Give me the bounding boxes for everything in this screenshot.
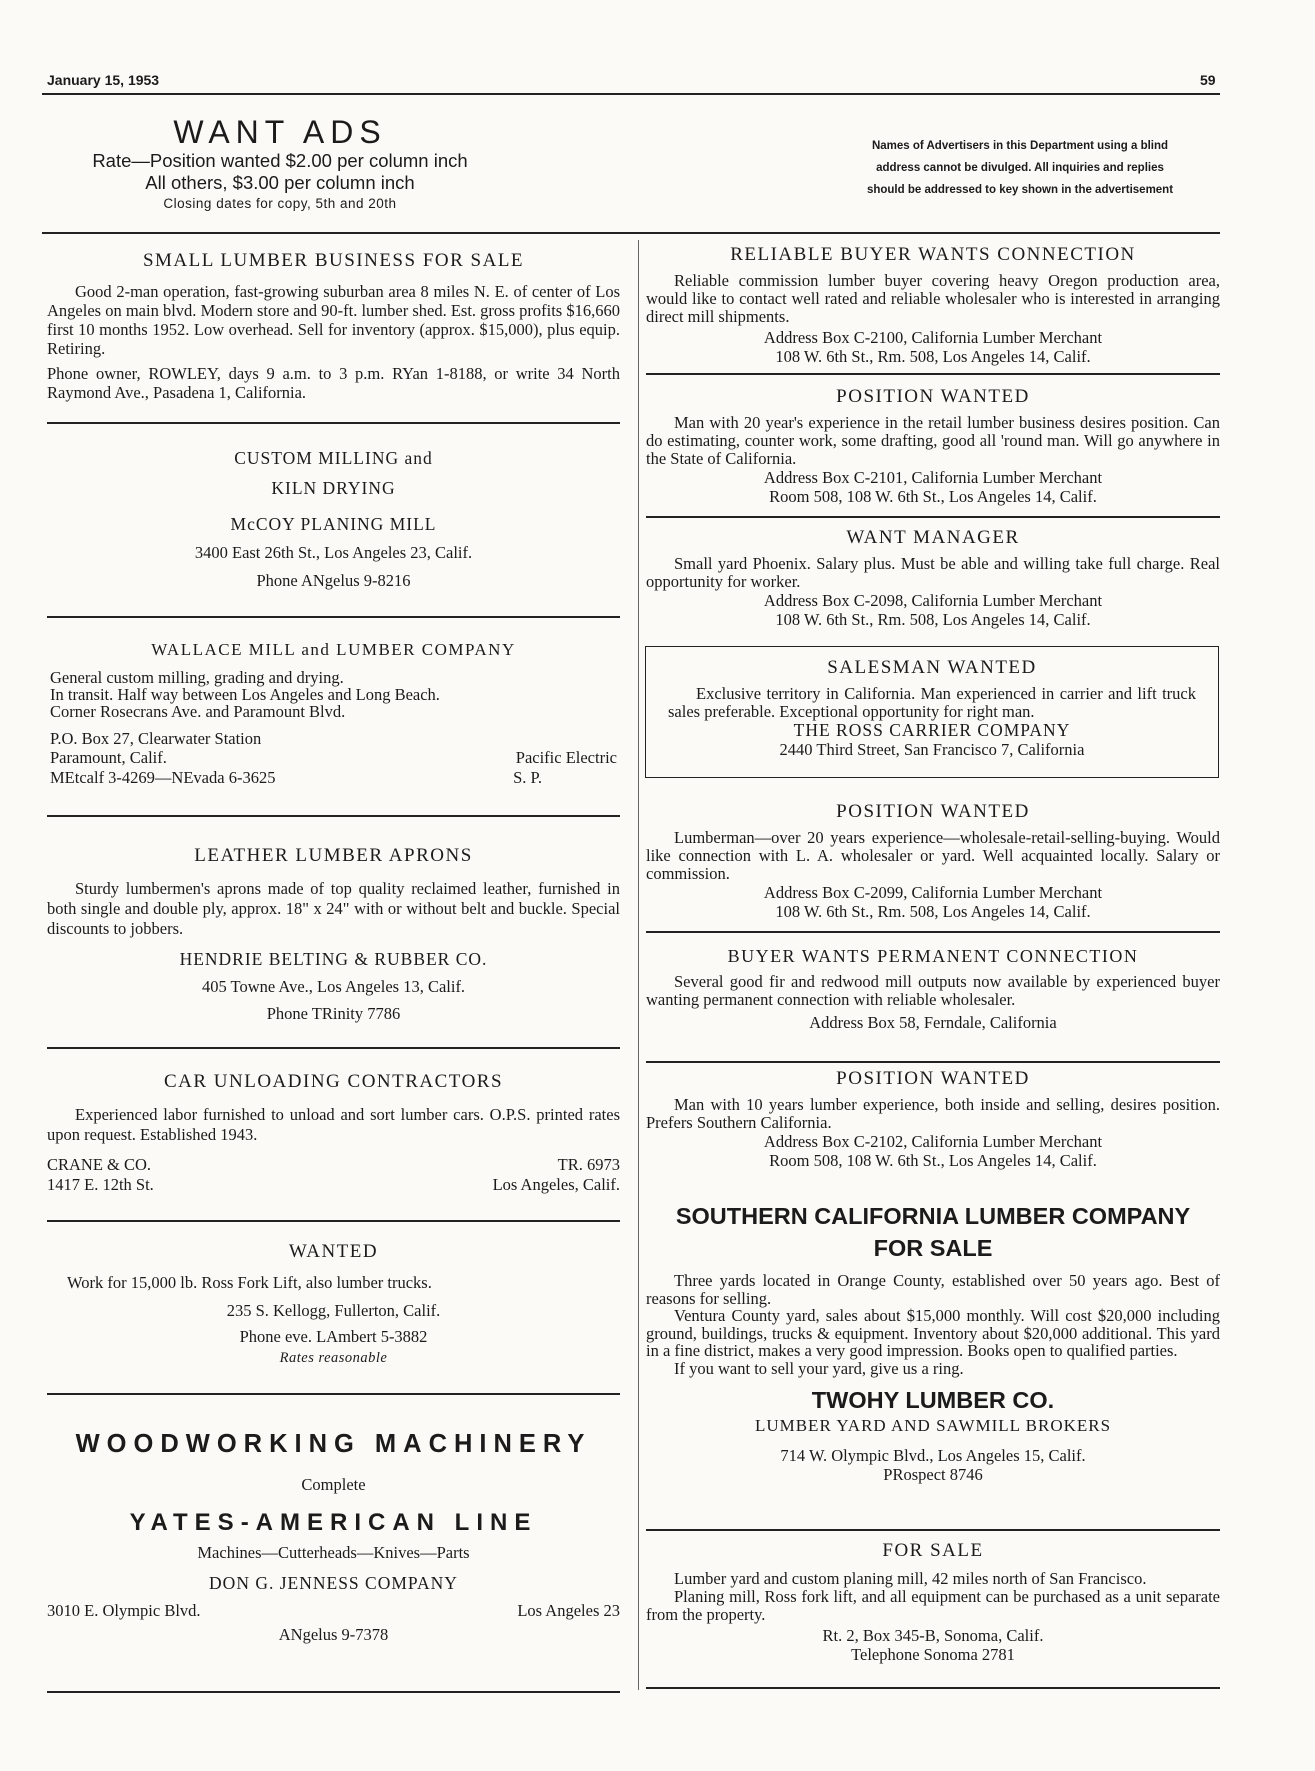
company-address: 3010 E. Olympic Blvd. [47, 1601, 201, 1620]
ad-subtitle: FOR SALE [873, 1235, 993, 1261]
ad-divider [47, 1220, 620, 1222]
box-address: Address Box 58, Ferndale, California [809, 1013, 1057, 1032]
company-city: Los Angeles 23 [517, 1601, 620, 1620]
ad-line: General custom milling, grading and drying. [50, 668, 344, 687]
masthead [50, 114, 510, 214]
ad-title: POSITION WANTED [836, 386, 1030, 407]
street-address: 108 W. 6th St., Rm. 508, Los Angeles 14, Calif. [775, 347, 1091, 366]
ad-body: Work for 15,000 lb. Ross Fork Lift, also lumber trucks. [67, 1273, 432, 1292]
ad-title: SOUTHERN CALIFORNIA LUMBER COMPANY [675, 1203, 1191, 1229]
company-name: HENDRIE BELTING & RUBBER CO. [179, 949, 488, 969]
company-address: 1417 E. 12th St. [47, 1175, 154, 1194]
street-address: Room 508, 108 W. 6th St., Los Angeles 14, Calif. [769, 1151, 1097, 1170]
masthead-rule [42, 232, 1220, 234]
ad-southern-california-lumber [646, 1202, 1220, 1484]
ad-divider [646, 1687, 1220, 1689]
company-phone: PRospect 8746 [883, 1465, 983, 1484]
ad-title-line-2: KILN DRYING [271, 478, 396, 498]
ad-title: WALLACE MILL and LUMBER COMPANY [151, 640, 516, 659]
ad-line: In transit. Half way between Los Angeles and Long Beach. [50, 685, 440, 704]
ad-paragraph-3: If you want to sell your yard, give us a ring. [674, 1358, 964, 1378]
ad-body: Experienced labor furnished to unload and sort lumber cars. O.P.S. printed rates upon request. Established 1943. [47, 1105, 620, 1144]
notice-line-3: should be addressed to key shown in the advertisement [866, 184, 1174, 196]
ad-divider [646, 931, 1220, 933]
box-address: Address Box C-2101, California Lumber Merchant [763, 468, 1103, 487]
product-line: YATES-AMERICAN LINE [129, 1509, 538, 1536]
ad-position-wanted-1 [646, 386, 1220, 506]
ad-body: Man with 10 years lumber experience, both inside and selling, desires position. Prefers Southern California. [646, 1095, 1220, 1132]
ad-divider [646, 1529, 1220, 1531]
ad-divider [47, 616, 620, 618]
ad-divider [47, 1393, 620, 1395]
ad-car-unloading [47, 1071, 620, 1195]
ad-divider [47, 422, 620, 424]
ad-title: SMALL LUMBER BUSINESS FOR SALE [142, 250, 525, 271]
ad-body: Small yard Phoenix. Salary plus. Must be able and willing take full charge. Real opportunity for worker. [646, 554, 1220, 591]
po-box: P.O. Box 27, Clearwater Station [50, 729, 262, 748]
company-address: 3400 East 26th St., Los Angeles 23, Calif. [194, 543, 473, 562]
product-items: Machines—Cutterheads—Knives—Parts [197, 1543, 470, 1562]
ad-divider [646, 516, 1220, 518]
ad-woodworking-machinery [47, 1430, 620, 1645]
ad-title: WANTED [288, 1241, 379, 1262]
ad-small-lumber-business [47, 250, 620, 402]
ad-title-line-1: CUSTOM MILLING and [234, 448, 433, 468]
box-address: Address Box C-2102, California Lumber Merchant [763, 1132, 1103, 1151]
company-name: DON G. JENNESS COMPANY [209, 1573, 458, 1593]
ad-line: Corner Rosecrans Ave. and Paramount Blvd. [50, 702, 346, 721]
ad-paragraph-1: Lumber yard and custom planing mill, 42 miles north of San Francisco. [674, 1569, 1147, 1588]
ad-title: SALESMAN WANTED [827, 657, 1037, 678]
city: Paramount, Calif. [50, 748, 167, 767]
ad-buyer-connection [646, 946, 1220, 1032]
ad-want-manager [646, 527, 1220, 629]
rate-line-1: Rate—Position wanted $2.00 per column inch [92, 150, 468, 171]
ad-title: WOODWORKING MACHINERY [75, 1430, 592, 1458]
ad-body: Good 2-man operation, fast-growing suburban area 8 miles N. E. of center of Los Angeles on main blvd. Modern store and 90-ft. lumber shed. Est. gross profits $16,660 first 10 months 1952. Low overhead. Sell for inventory (approx. $15,000), plus equip. Retiring. [47, 282, 620, 358]
company-address: 714 W. Olympic Blvd., Los Angeles 15, Calif. [780, 1446, 1086, 1465]
ad-leather-aprons [47, 845, 620, 1024]
company-address: 405 Towne Ave., Los Angeles 13, Calif. [201, 977, 466, 996]
ad-contact: Phone owner, ROWLEY, days 9 a.m. to 3 p.m. RYan 1-8188, or write 34 North Raymond Ave., Pasadena 1, California. [47, 364, 620, 402]
ad-paragraph-2: Planing mill, Ross fork lift, and all equipment can be purchased as a unit separate from the property. [646, 1587, 1220, 1624]
ad-body: Reliable commission lumber buyer covering heavy Oregon production area, would like to contact well rated and reliable wholesaler who is interested in arranging direct mill shipments. [646, 271, 1220, 326]
ad-divider [646, 1061, 1220, 1063]
ad-divider [47, 1047, 620, 1049]
company-address: 2440 Third Street, San Francisco 7, California [779, 740, 1085, 759]
railway: Pacific Electric [515, 748, 617, 767]
company-phone: ANgelus 9-7378 [278, 1625, 389, 1644]
box-address: Address Box C-2099, California Lumber Merchant [763, 883, 1103, 902]
ad-wanted [47, 1241, 620, 1367]
ad-paragraph-1: Three yards located in Orange County, established over 50 years ago. Best of reasons for selling. [646, 1271, 1220, 1308]
ad-position-wanted-3 [646, 1068, 1220, 1170]
phone: MEtcalf 3-4269—NEvada 6-3625 [50, 768, 276, 787]
company-phone: Phone ANgelus 9-8216 [256, 571, 411, 590]
ad-title: RELIABLE BUYER WANTS CONNECTION [730, 244, 1136, 265]
ad-paragraph-2: Ventura County yard, sales about $15,000 monthly. Will cost $20,000 including ground, buildings, trucks & equipment. Inventory about $20,000 additional. This yard in a fine district, makes a very good impression. Books open to qualified parties. [646, 1306, 1220, 1360]
ad-for-sale [646, 1540, 1220, 1664]
ad-title: WANT MANAGER [846, 527, 1020, 548]
ad-reliable-buyer [646, 244, 1220, 366]
ad-note: Rates reasonable [279, 1350, 388, 1366]
ad-title: LEATHER LUMBER APRONS [194, 845, 473, 866]
ad-divider [47, 815, 620, 817]
ad-body: Lumberman—over 20 years experience—wholesale-retail-selling-buying. Would like connection with L. A. wholesaler or yard. Well acquainted locally. Salary or commission. [646, 828, 1220, 883]
company-subtitle: LUMBER YARD AND SAWMILL BROKERS [754, 1416, 1112, 1435]
ad-title: CAR UNLOADING CONTRACTORS [163, 1071, 504, 1092]
closing-dates: Closing dates for copy, 5th and 20th [163, 196, 397, 211]
street-address: 108 W. 6th St., Rm. 508, Los Angeles 14, Calif. [775, 902, 1091, 921]
notice-line-2: address cannot be divulged. All inquiries and replies [876, 162, 1164, 174]
ad-divider [646, 373, 1220, 375]
ad-body: Exclusive territory in California. Man experienced in carrier and lift truck sales preferable. Exceptional opportunity for right man. [668, 684, 1196, 721]
ad-subtitle: Complete [301, 1475, 366, 1494]
ad-salesman-wanted [645, 646, 1219, 778]
company-phone: Phone TRinity 7786 [266, 1004, 401, 1023]
street-address: 108 W. 6th St., Rm. 508, Los Angeles 14, Calif. [775, 610, 1091, 629]
ad-phone: Telephone Sonoma 2781 [851, 1645, 1015, 1664]
ad-position-wanted-2 [646, 801, 1220, 921]
company-city: Los Angeles, Calif. [492, 1175, 620, 1194]
railway-2: S. P. [513, 768, 542, 787]
issue-date: January 15, 1953 [47, 72, 160, 88]
ad-phone: Phone eve. LAmbert 5-3882 [239, 1327, 428, 1346]
box-address: Address Box C-2100, California Lumber Merchant [763, 328, 1103, 347]
ad-body: Sturdy lumbermen's aprons made of top quality reclaimed leather, furnished in both single and double ply, approx. 18" x 24" with or without belt and buckle. Special discounts to jobbers. [47, 879, 620, 938]
column-divider [638, 240, 639, 1690]
street-address: Room 508, 108 W. 6th St., Los Angeles 14, Calif. [769, 487, 1097, 506]
ad-title: BUYER WANTS PERMANENT CONNECTION [727, 946, 1139, 966]
notice-line-1: Names of Advertisers in this Department using a blind [871, 140, 1169, 152]
box-address: Address Box C-2098, California Lumber Merchant [763, 591, 1103, 610]
company-name: TWOHY LUMBER CO. [811, 1387, 1055, 1413]
blind-address-notice [800, 135, 1240, 201]
ad-address: 235 S. Kellogg, Fullerton, Calif. [226, 1301, 441, 1320]
ad-title: POSITION WANTED [836, 1068, 1030, 1089]
company-name: THE ROSS CARRIER COMPANY [793, 720, 1071, 740]
masthead-title: WANT ADS [173, 114, 387, 150]
ad-body: Several good fir and redwood mill outputs now available by experienced buyer wanting permanent connection with reliable wholesaler. [646, 972, 1220, 1009]
rate-line-2: All others, $3.00 per column inch [145, 172, 415, 193]
company-name: CRANE & CO. [47, 1155, 152, 1174]
ad-wallace-mill [47, 640, 620, 788]
ad-title: FOR SALE [882, 1540, 984, 1561]
ad-divider [47, 1691, 620, 1693]
ad-body: Man with 20 year's experience in the retail lumber business desires position. Can do estimating, counter work, some drafting, good all 'round man. Will go anywhere in the State of California. [646, 413, 1220, 468]
ad-custom-milling [47, 446, 620, 591]
ad-title: POSITION WANTED [836, 801, 1030, 822]
page-number: 59 [1200, 72, 1216, 88]
header-rule [42, 93, 1220, 95]
company-name: McCOY PLANING MILL [230, 514, 437, 534]
ad-address: Rt. 2, Box 345-B, Sonoma, Calif. [822, 1626, 1044, 1645]
company-phone: TR. 6973 [557, 1155, 620, 1174]
